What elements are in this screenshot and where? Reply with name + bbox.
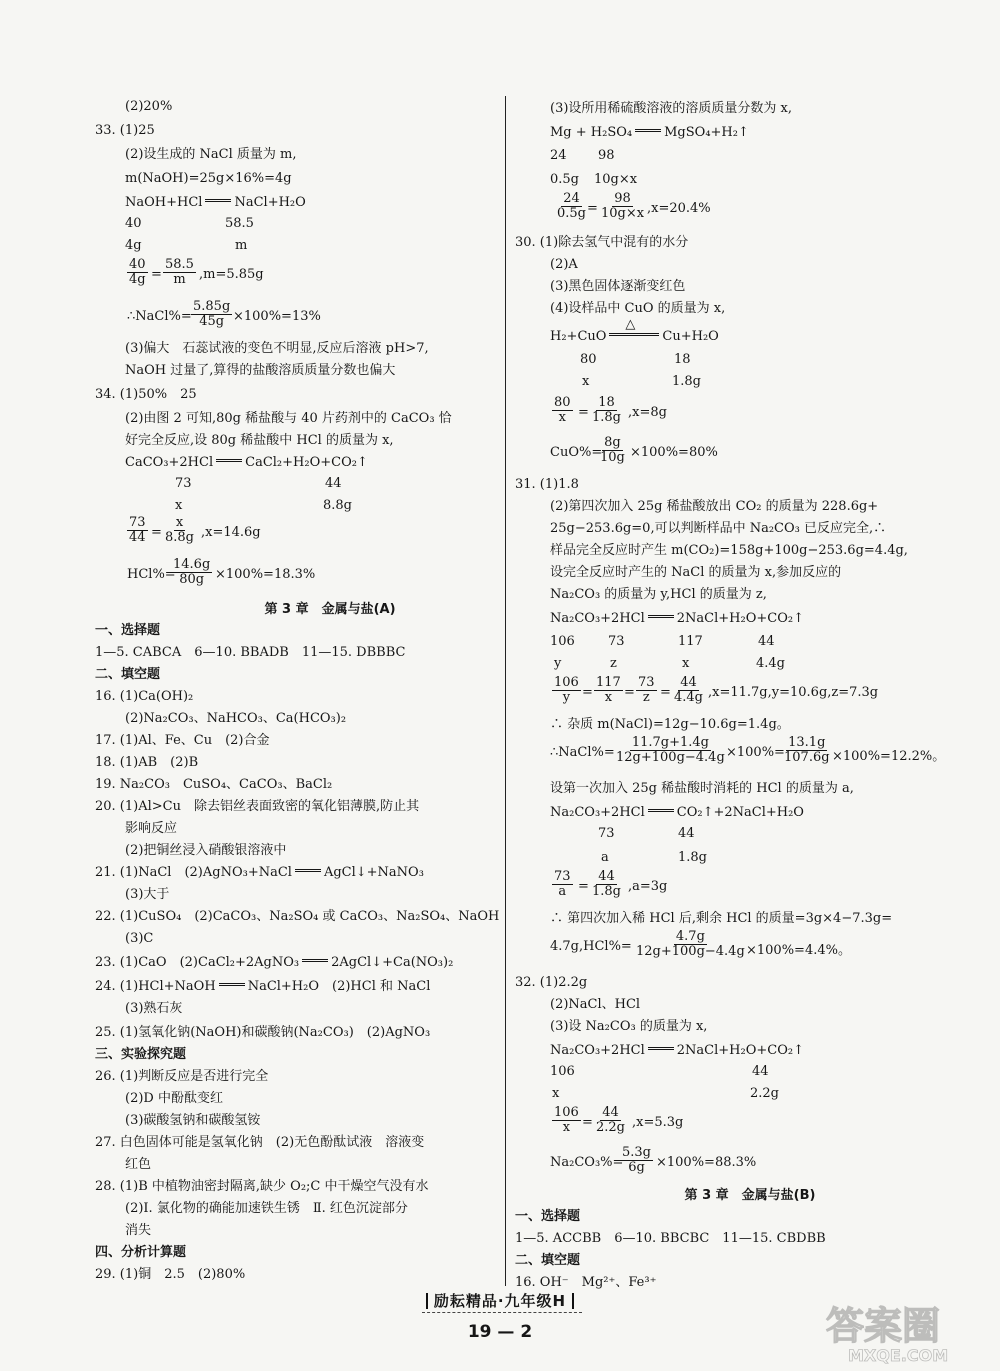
chapter-title: 第 3 章 金属与盐(A): [264, 602, 396, 617]
line: 25. (1)氢氧化钠(NaOH)和碳酸钠(Na₂CO₃) (2)AgNO₃: [95, 1025, 431, 1040]
line: (2)第四次加入 25g 稀盐酸放出 CO₂ 的质量为 228.6g+: [550, 499, 879, 514]
line: 样品完全反应时产生 m(CO₂)=158g+100g−253.6g=4.4g,: [550, 543, 908, 558]
footer-rule: [422, 1312, 582, 1313]
section-heading: 四、分析计算题: [95, 1245, 187, 1260]
line: 34. (1)50% 25: [95, 387, 197, 402]
line: ∴ 杂质 m(NaCl)=12g−10.6g=1.4g。: [550, 717, 790, 732]
line: 33. (1)25: [95, 123, 155, 138]
line: (3)黑色固体逐渐变红色: [550, 279, 686, 294]
equation: Na₂CO₃+2HCl CO₂↑+2NaCl+H₂O: [550, 805, 804, 820]
line: 25g−253.6g=0,可以判断样品中 Na₂CO₃ 已反应完全,∴: [550, 521, 887, 536]
equation: Mg + H₂SO₄ MgSO₄+H₂↑: [550, 125, 749, 140]
line: 27. 白色固体可能是氢氧化钠 (2)无色酚酞试液 溶液变: [95, 1135, 425, 1150]
line: ∴ 第四次加入稀 HCl 后,剩余 HCl 的质量=3g×4−7.3g=: [550, 911, 893, 926]
page-number: 19 — 2: [467, 1322, 533, 1342]
section-heading: 三、实验探究题: [95, 1047, 187, 1062]
line: (2)由图 2 可知,80g 稀盐酸与 40 片药剂中的 CaCO₃ 恰: [125, 411, 452, 426]
line: 32. (1)2.2g: [515, 975, 588, 990]
equation: 24. (1)HCl+NaOH NaCl+H₂O (2)HCl 和 NaCl: [95, 979, 431, 994]
line: (3)大于: [125, 887, 170, 902]
watermark-logo: [820, 1295, 985, 1367]
svg-text:MXQE.COM: MXQE.COM: [848, 1346, 949, 1365]
svg-text:答案圈: 答案圈: [826, 1304, 941, 1348]
equation: 21. (1)NaCl (2)AgNO₃+NaCl AgCl↓+NaNO₃: [95, 865, 424, 880]
line: 30. (1)除去氢气中混有的水分: [515, 235, 689, 250]
line: (3)偏大 石蕊试液的变色不明显,反应后溶液 pH>7,: [125, 341, 429, 356]
equation: Na₂CO₃+2HCl 2NaCl+H₂O+CO₂↑: [550, 611, 804, 626]
line: 设第一次加入 25g 稀盐酸时消耗的 HCl 的质量为 a,: [550, 781, 854, 796]
line: (2)A: [550, 257, 578, 272]
line: 16. (1)Ca(OH)₂: [95, 689, 194, 704]
line: (3)碳酸氢钠和碳酸氢铵: [125, 1113, 261, 1128]
line: 19. Na₂CO₃ CuSO₄、CaCO₃、BaCl₂: [95, 777, 333, 792]
column-divider: [505, 96, 506, 1286]
line: 18. (1)AB (2)B: [95, 755, 199, 770]
line: 26. (1)判断反应是否进行完全: [95, 1069, 269, 1084]
line: (3)设 Na₂CO₃ 的质量为 x,: [550, 1019, 708, 1034]
section-heading: 一、选择题: [95, 623, 161, 638]
line: (2)D 中酚酞变红: [125, 1091, 223, 1106]
answer-line: 1—5. ACCBB 6—10. BBCBC 11—15. CBDBB: [515, 1231, 826, 1246]
line: Na₂CO₃ 的质量为 y,HCl 的质量为 z,: [550, 587, 767, 602]
line: (2)20%: [125, 99, 173, 114]
equation: Na₂CO₃+2HCl 2NaCl+H₂O+CO₂↑: [550, 1043, 804, 1058]
line: 红色: [125, 1157, 152, 1172]
line: (3)C: [125, 931, 154, 946]
line: 16. OH⁻ Mg²⁺、Fe³⁺: [515, 1275, 657, 1290]
chapter-title: 第 3 章 金属与盐(B): [684, 1188, 816, 1203]
line: 消失: [125, 1223, 152, 1238]
equation: NaOH+HCl NaCl+H₂O: [125, 195, 306, 210]
line: 17. (1)Al、Fe、Cu (2)合金: [95, 733, 270, 748]
line: (3)熟石灰: [125, 1001, 183, 1016]
line: (4)设样品中 CuO 的质量为 x,: [550, 301, 726, 316]
equation: 23. (1)CaO (2)CaCl₂+2AgNO₃ 2AgCl↓+Ca(NO₃)₂: [95, 955, 454, 970]
line: (2)Na₂CO₃、NaHCO₃、Ca(HCO₃)₂: [125, 711, 347, 726]
line: 20. (1)Al>Cu 除去铝丝表面致密的氧化铝薄膜,防止其: [95, 799, 420, 814]
line: (2)Ⅰ. 氯化物的确能加速铁生锈 Ⅱ. 红色沉淀部分: [125, 1201, 408, 1216]
section-heading: 一、选择题: [515, 1209, 581, 1224]
line: m(NaOH)=25g×16%=4g: [125, 171, 292, 186]
line: (2)设生成的 NaCl 质量为 m,: [125, 147, 297, 162]
line: 29. (1)铜 2.5 (2)80%: [95, 1267, 246, 1282]
line: 28. (1)B 中植物油密封隔离,缺少 O₂;C 中干燥空气没有水: [95, 1179, 429, 1194]
answer-line: 1—5. CABCA 6—10. BBADB 11—15. DBBBC: [95, 645, 406, 660]
equation: CaCO₃+2HCl CaCl₂+H₂O+CO₂↑: [125, 455, 368, 470]
line: 影响反应: [125, 821, 178, 836]
watermark-icon: [820, 1295, 985, 1367]
line: (2)NaCl、HCl: [550, 997, 641, 1012]
line: 好完全反应,设 80g 稀盐酸中 HCl 的质量为 x,: [125, 433, 394, 448]
line: (3)设所用稀硫酸溶液的溶质质量分数为 x,: [550, 101, 793, 116]
publisher-brand: 励耘精品·九年级H: [0, 1290, 1000, 1311]
section-heading: 二、填空题: [515, 1253, 581, 1268]
line: 31. (1)1.8: [515, 477, 579, 492]
equation: H₂+CuO △ Cu+H₂O: [550, 317, 719, 344]
line: 设完全反应时产生的 NaCl 的质量为 x,参加反应的: [550, 565, 842, 580]
section-heading: 二、填空题: [95, 667, 161, 682]
line: NaOH 过量了,算得的盐酸溶质质量分数也偏大: [125, 363, 396, 378]
line: (2)把铜丝浸入硝酸银溶液中: [125, 843, 287, 858]
line: 22. (1)CuSO₄ (2)CaCO₃、Na₂SO₄ 或 CaCO₃、Na₂SO₄、NaOH: [95, 909, 500, 924]
